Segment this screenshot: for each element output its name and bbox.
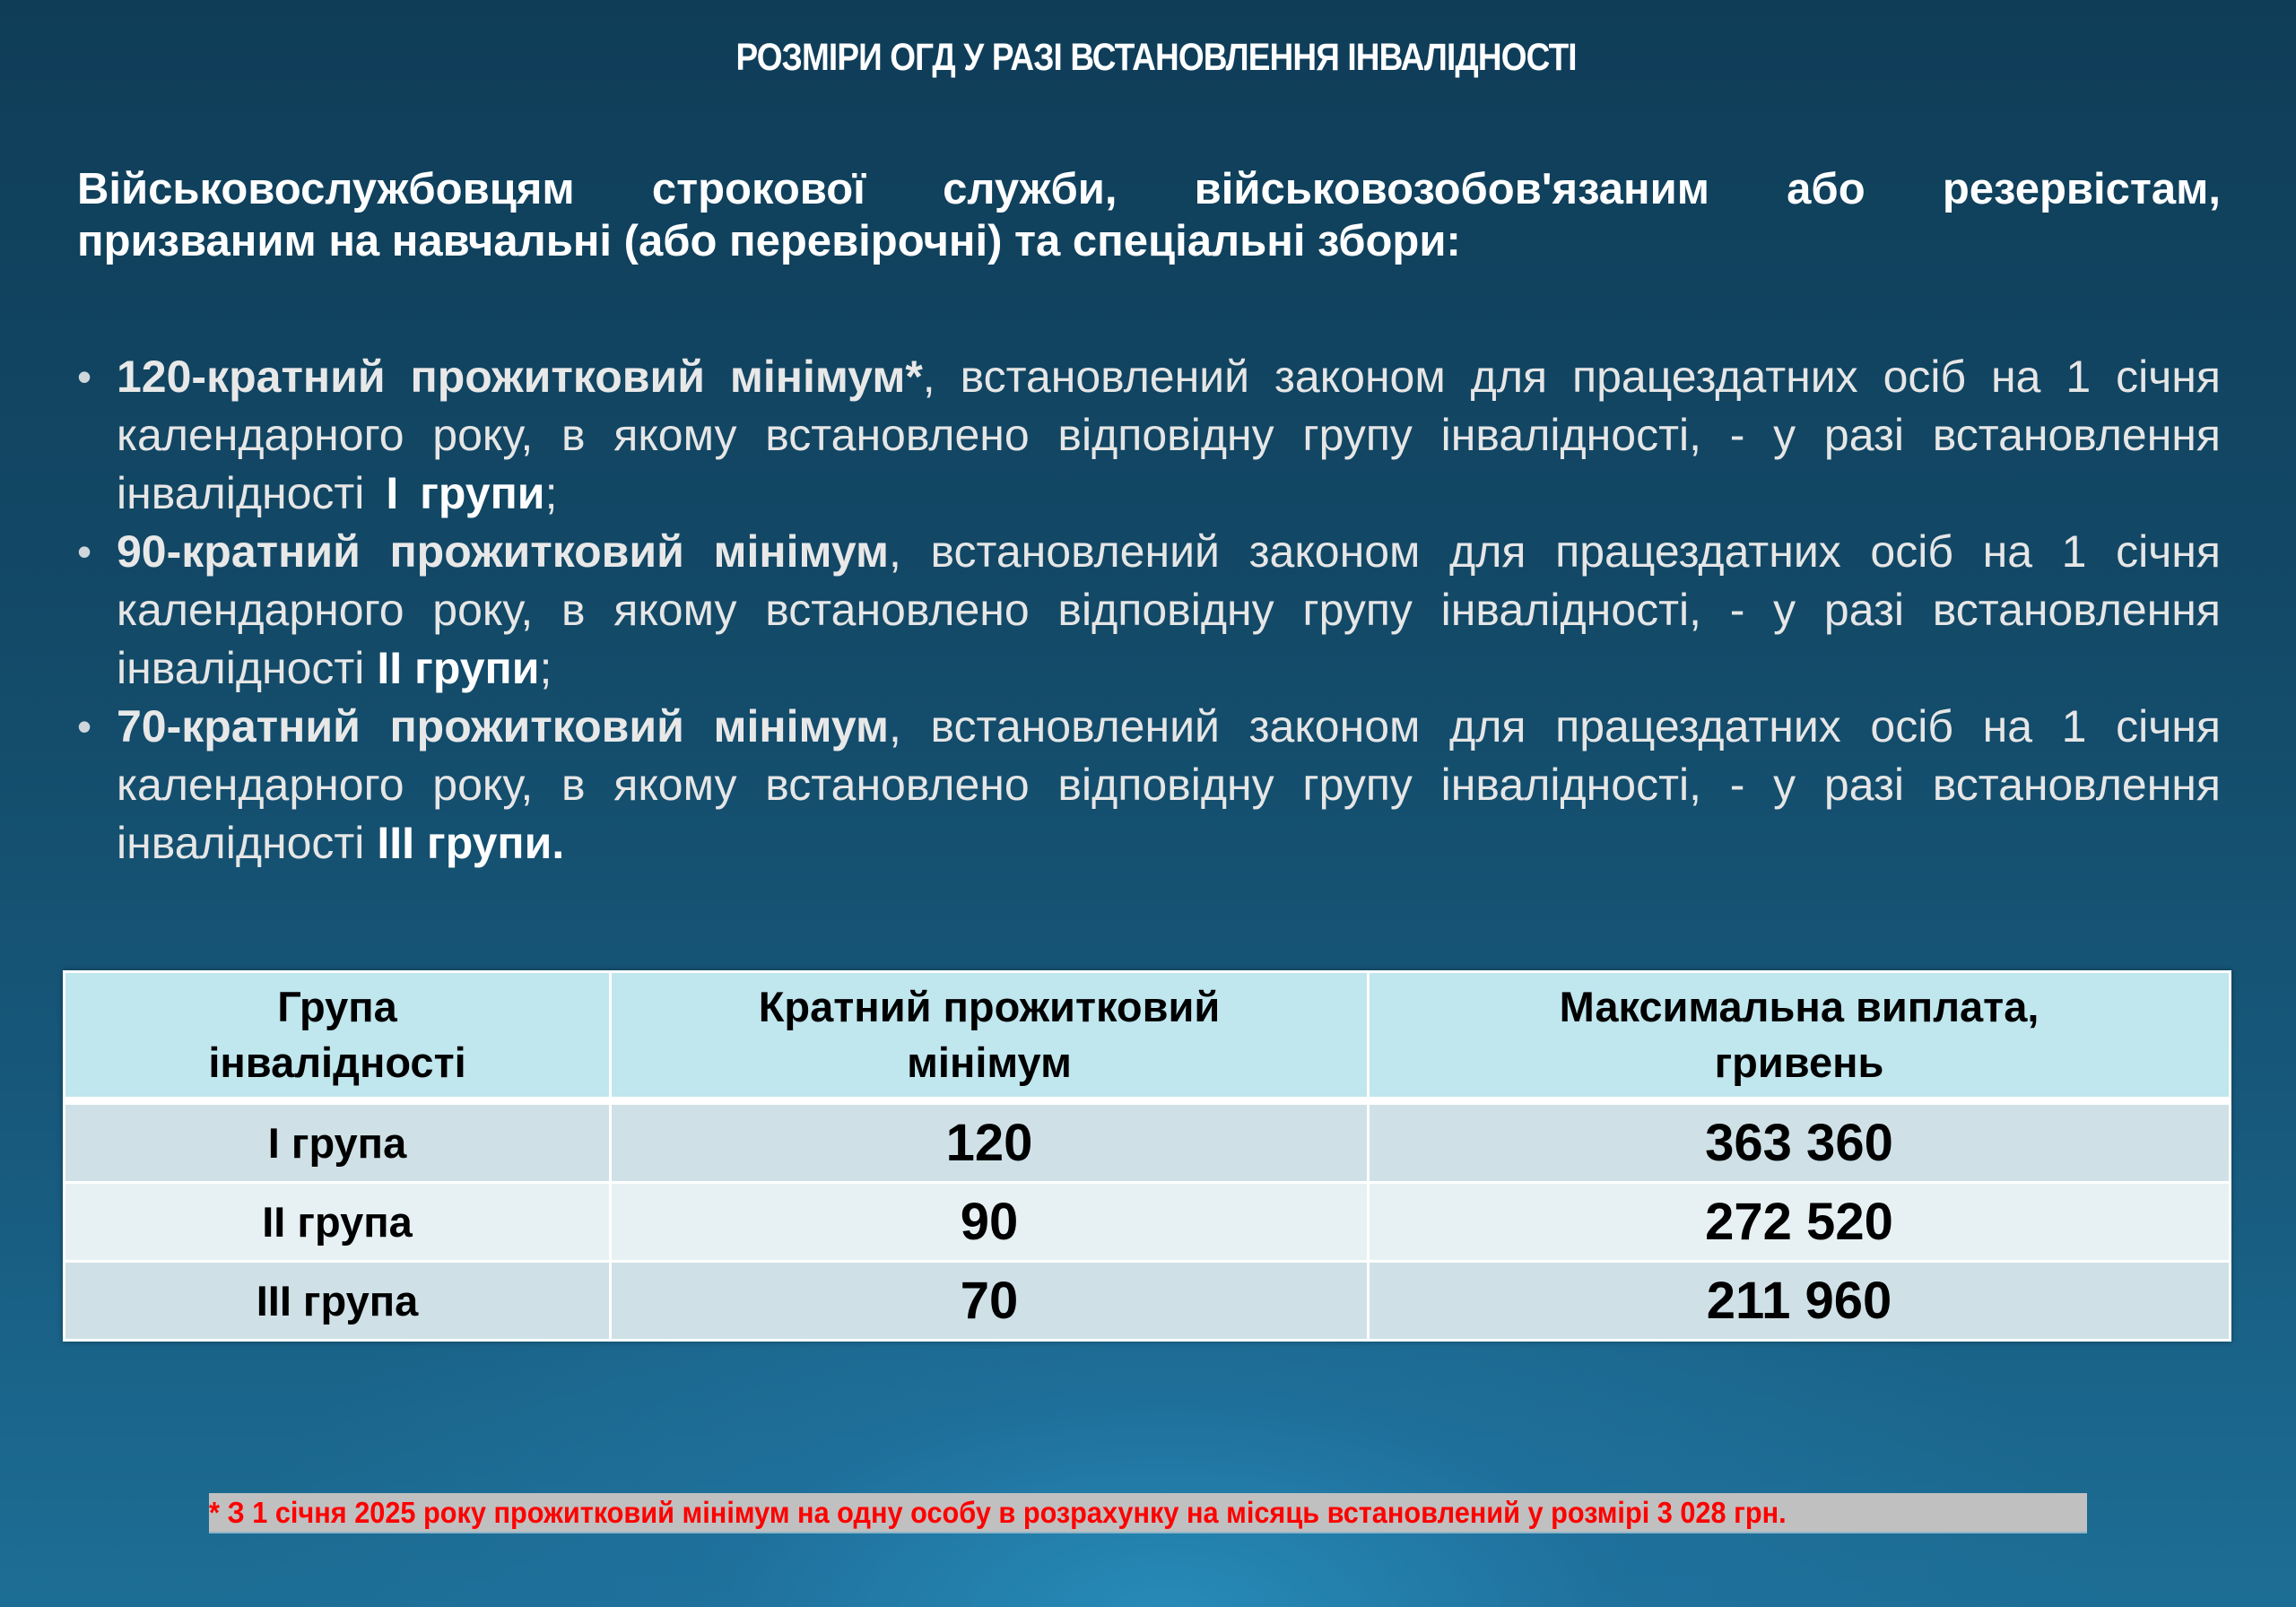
cell-payment: 272 520 xyxy=(1369,1183,2231,1262)
bullet-dot-icon: • xyxy=(77,528,92,575)
cell-multiplier: 120 xyxy=(611,1101,1369,1183)
bullet-group: I групи xyxy=(386,468,545,518)
cell-multiplier: 70 xyxy=(611,1262,1369,1341)
footnote xyxy=(209,1493,2087,1533)
bullet-lead: 90-кратний прожитковий мінімум xyxy=(117,526,889,577)
cell-payment: 363 360 xyxy=(1369,1101,2231,1183)
cell-multiplier: 90 xyxy=(611,1183,1369,1262)
table-header-row xyxy=(65,972,2231,1101)
bullet-dot-icon: • xyxy=(77,353,92,400)
bullet-lead: 120-кратний прожитковий мінімум* xyxy=(117,352,923,402)
cell-group: I група xyxy=(65,1101,611,1183)
cell-group: III група xyxy=(65,1262,611,1341)
header-multiplier-line-2: мінімум xyxy=(907,1038,1072,1086)
cell-group: II група xyxy=(65,1183,611,1262)
bullet-lead: 70-кратний прожитковий мінімум xyxy=(117,701,889,751)
bullet-end: ; xyxy=(539,643,552,693)
intro-line-1: Військовослужбовцям строкової служби, військовозобов'язаним або резервістам, xyxy=(77,165,2221,213)
bullet-end: ; xyxy=(544,468,558,518)
table-row xyxy=(65,1101,2231,1183)
bullet-item-group-2 xyxy=(77,523,2221,698)
table-row xyxy=(65,1183,2231,1262)
bullet-dot-icon: • xyxy=(77,703,92,750)
intro-paragraph xyxy=(77,163,2221,267)
header-multiplier-line-1: Кратний прожитковий xyxy=(758,983,1221,1030)
bullet-group: II групи xyxy=(377,643,540,693)
header-group-line-1: Група xyxy=(277,983,397,1030)
payments-table xyxy=(63,970,2231,1342)
bullet-group: III групи. xyxy=(377,818,565,868)
bullet-item-group-3 xyxy=(77,698,2221,873)
header-group-line-2: інвалідності xyxy=(208,1038,466,1086)
slide-title: РОЗМІРИ ОГД У РАЗІ ВСТАНОВЛЕННЯ ІНВАЛІДНОСТІ xyxy=(735,36,1577,79)
header-payment-line-2: гривень xyxy=(1714,1038,1884,1086)
bullet-text: , встановлений законом для працездатних осіб на 1 січня календарного року, в якому встановлено відповідну групу інвалідності, - у разі встановлення інвалідності xyxy=(117,352,2221,518)
intro-line-2: призваним на навчальні (або перевірочні) та спеціальні збори: xyxy=(77,217,1461,265)
bullet-text: , встановлений законом для працездатних осіб на 1 січня календарного року, в якому встановлено відповідну групу інвалідності, - у разі встановлення інвалідності xyxy=(117,526,2221,693)
header-multiplier xyxy=(611,972,1369,1101)
bullet-text: , встановлений законом для працездатних осіб на 1 січня календарного року, в якому встановлено відповідну групу інвалідності, - у разі встановлення інвалідності xyxy=(117,701,2221,868)
header-group xyxy=(65,972,611,1101)
table-row xyxy=(65,1262,2231,1341)
bullet-item-group-1 xyxy=(77,348,2221,523)
footnote-text: * З 1 січня 2025 року прожитковий мінімум на одну особу в розрахунку на місяць встановлений у розмірі 3 028 грн. xyxy=(209,1496,1787,1529)
header-payment xyxy=(1369,972,2231,1101)
bullet-list xyxy=(77,348,2221,873)
cell-payment: 211 960 xyxy=(1369,1262,2231,1341)
header-payment-line-1: Максимальна виплата, xyxy=(1559,983,2039,1030)
